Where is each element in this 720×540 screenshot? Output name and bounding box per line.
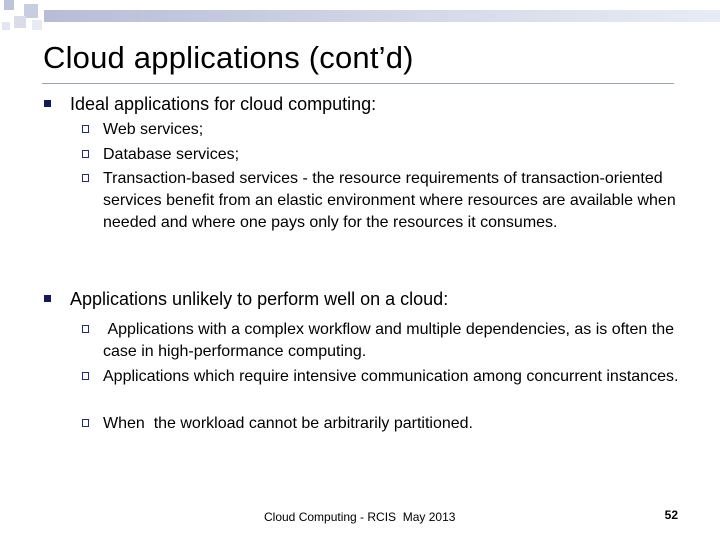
bullet-text: Ideal applications for cloud computing: xyxy=(70,94,377,114)
decorative-square xyxy=(2,22,10,30)
slide-footer: Cloud Computing - RCIS May 2013 xyxy=(264,510,456,524)
decorative-square xyxy=(14,16,26,28)
hollow-square-bullet-icon xyxy=(82,150,89,158)
bullet-text: Applications unlikely to perform well on a cloud: xyxy=(70,289,449,309)
sub-bullet-text: When the workload cannot be arbitrarily partitioned. xyxy=(103,415,473,432)
sub-bullet-text: Web services; xyxy=(103,121,204,138)
sub-bullet-text: Applications with a complex workflow and multiple dependencies, as is often the case in high-performance computing. xyxy=(103,321,679,360)
sub-bullet-text: Applications which require intensive communication among concurrent instances. xyxy=(103,368,679,385)
decorative-square xyxy=(4,0,14,10)
decorative-square xyxy=(32,20,42,30)
filled-square-bullet-icon xyxy=(44,100,51,107)
decorative-header-band xyxy=(0,0,720,40)
hollow-square-bullet-icon xyxy=(82,325,89,333)
hollow-square-bullet-icon xyxy=(82,125,89,133)
hollow-square-bullet-icon xyxy=(82,174,89,182)
page-number: 52 xyxy=(664,508,678,522)
title-divider xyxy=(42,83,674,84)
sub-bullet-text: Transaction-based services - the resource requirements of transaction-oriented services benefit from an elastic environment where resources are available when needed and where one pays only for the resources it consumes. xyxy=(103,170,676,231)
filled-square-bullet-icon xyxy=(44,295,51,302)
slide-title: Cloud applications (cont’d) xyxy=(43,40,414,75)
decorative-gradient-bar xyxy=(44,10,720,22)
hollow-square-bullet-icon xyxy=(82,419,89,427)
hollow-square-bullet-icon xyxy=(82,372,89,380)
sub-bullet-text: Database services; xyxy=(103,146,240,163)
decorative-square xyxy=(24,4,38,18)
